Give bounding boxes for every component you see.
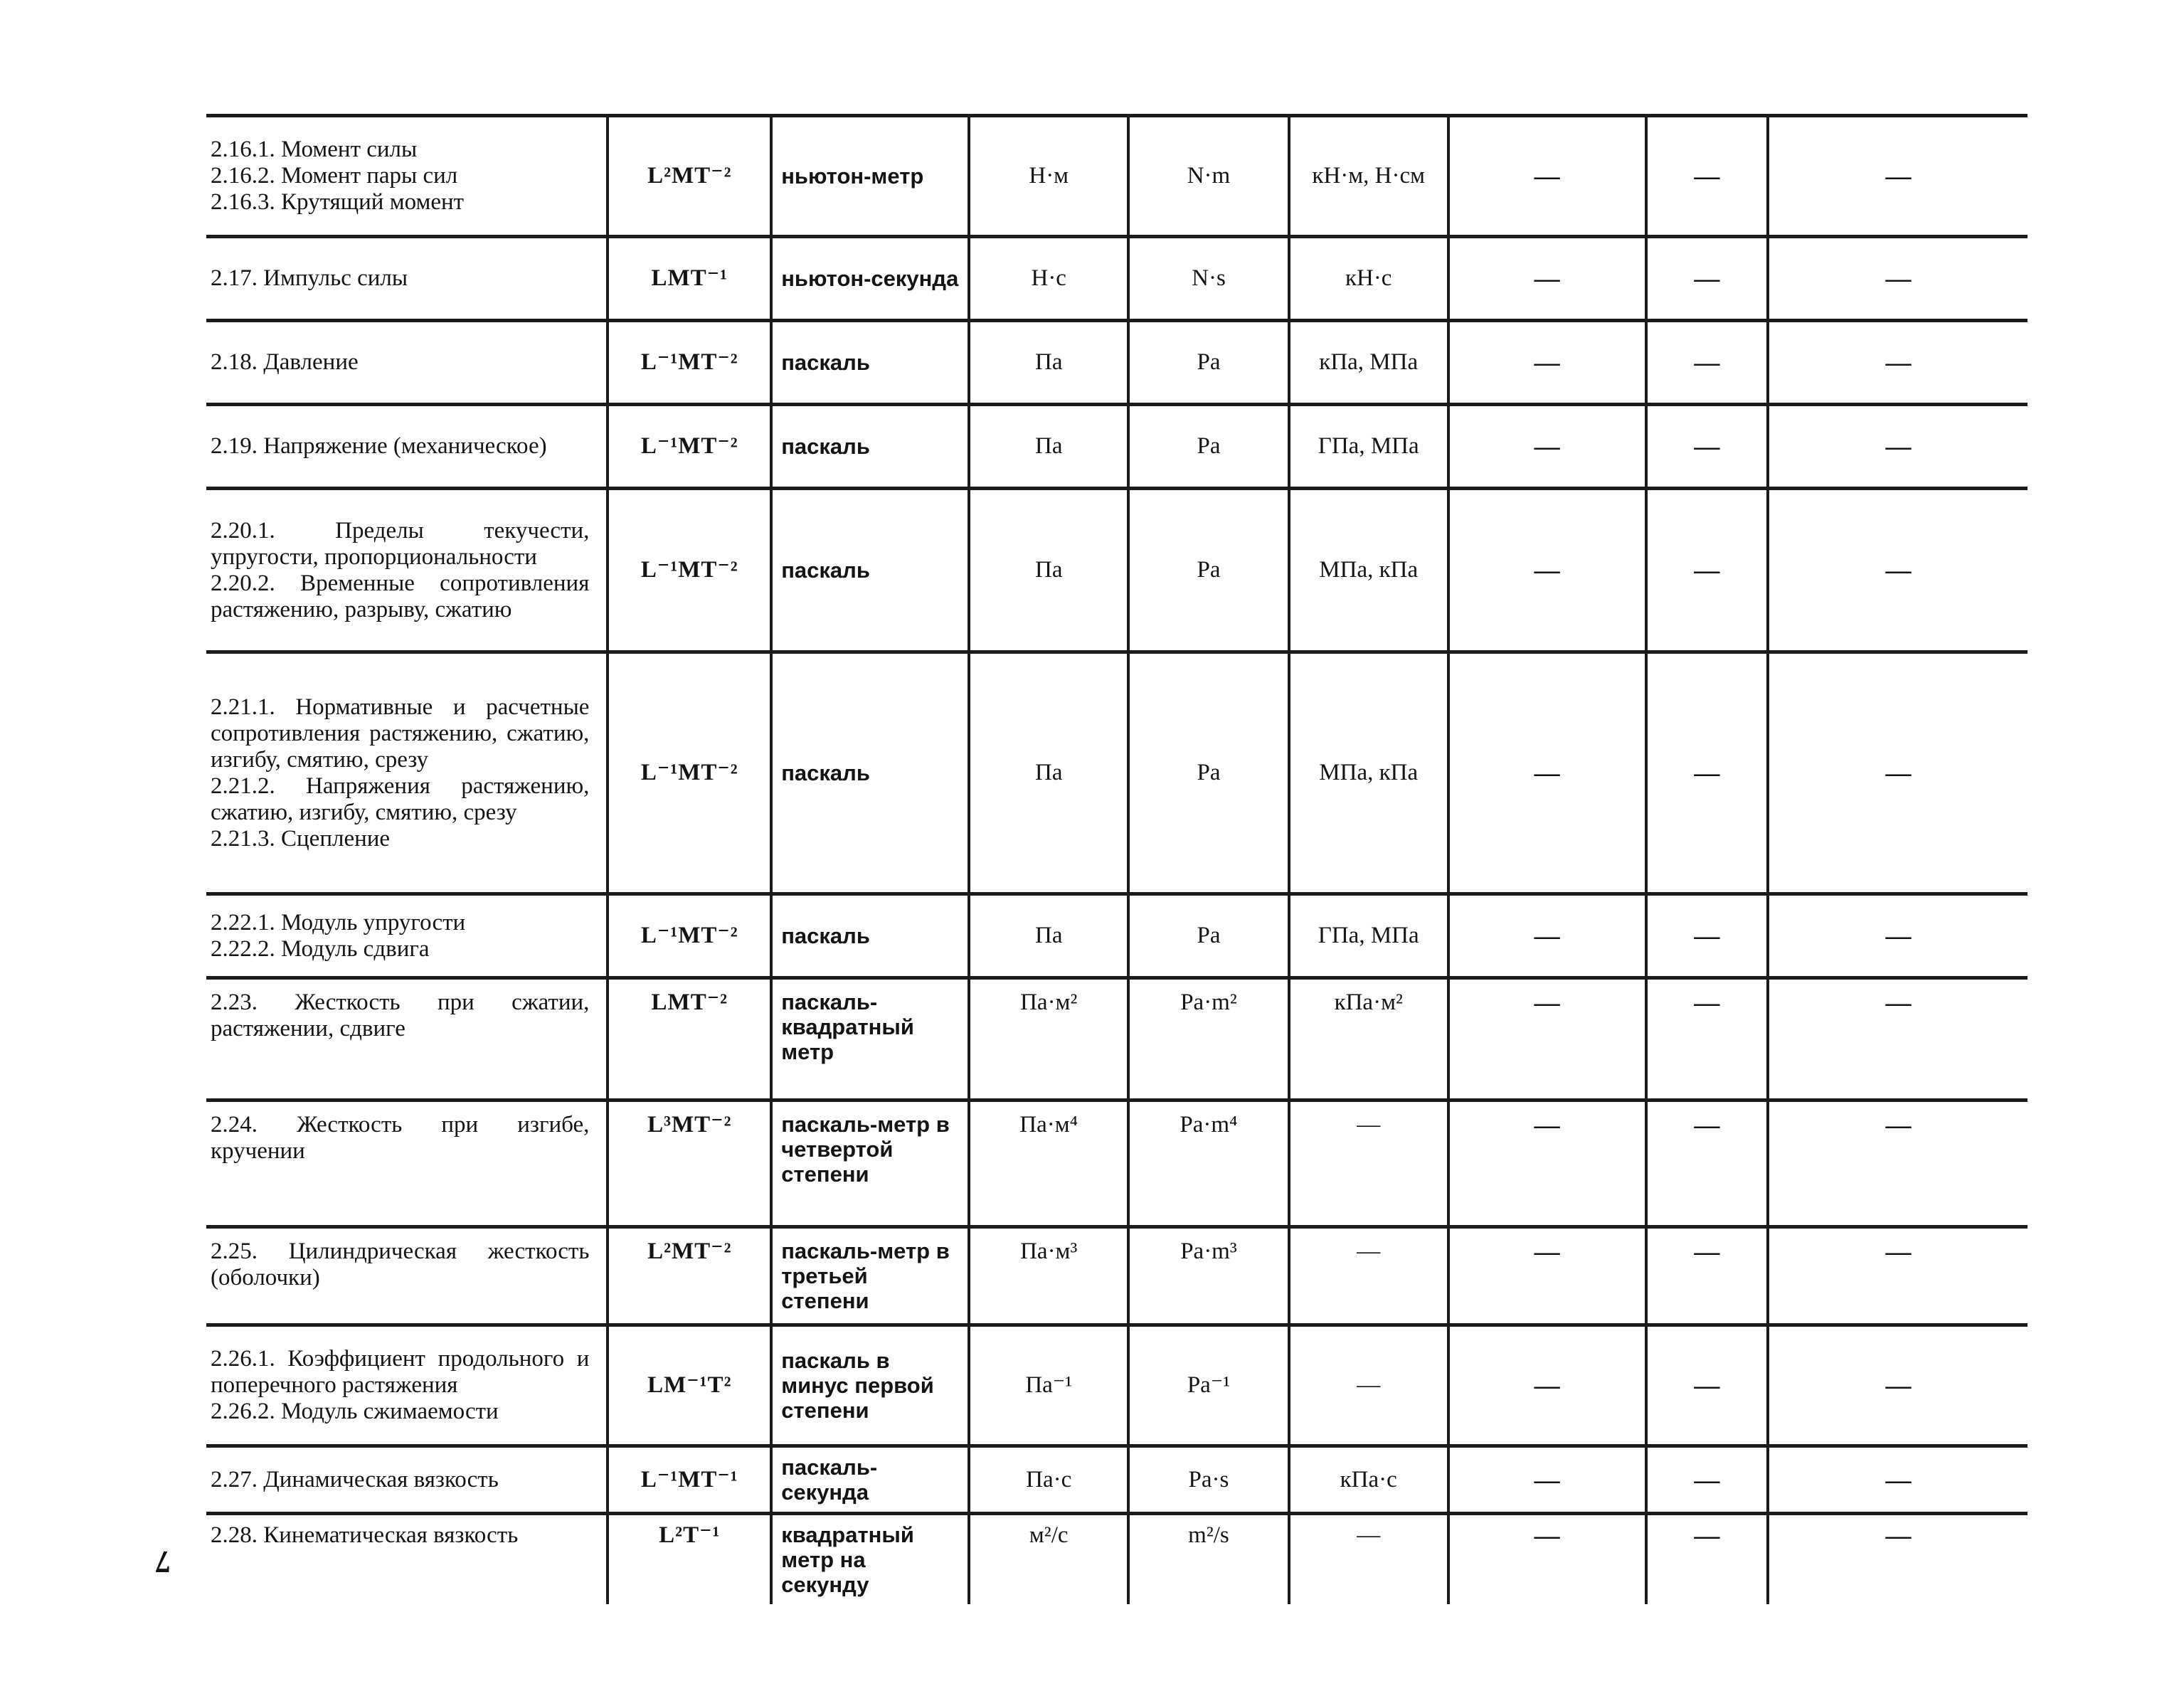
- table-row: [206, 1101, 2027, 1227]
- quantity-line: 2.25. Цилиндрическая жесткость (оболочки): [211, 1239, 590, 1290]
- page-number: 7: [155, 1544, 171, 1579]
- quantity-line: 2.28. Кинематическая вязкость: [211, 1522, 519, 1548]
- symbol-int-cell: Pa: [1128, 652, 1289, 894]
- unit-name-cell: паскаль в минус первой степени: [771, 1325, 969, 1446]
- quantity-line: 2.17. Импульс силы: [211, 265, 408, 291]
- symbol-int-cell: Pa⁻¹: [1128, 1325, 1289, 1446]
- extra-cell-9: —: [1768, 489, 2027, 652]
- extra-cell-9: —: [1768, 321, 2027, 405]
- symbol-ru-cell: Па·м³: [969, 1227, 1128, 1325]
- quantity-cell: [206, 489, 608, 652]
- extra-cell-8: —: [1646, 489, 1768, 652]
- quantity-line: 2.21.2. Напряжения растяжению, сжатию, изгибу, смятию, срезу: [211, 773, 590, 825]
- extra-cell-9: —: [1768, 1446, 2027, 1514]
- extra-cell-7: —: [1448, 489, 1646, 652]
- quantity-line: 2.18. Давление: [211, 349, 359, 375]
- quantity-line: 2.27. Динамическая вязкость: [211, 1466, 499, 1492]
- symbol-ru-cell: Па: [969, 489, 1128, 652]
- extra-cell-7: —: [1448, 237, 1646, 321]
- multiples-cell: кН·м, Н·см: [1289, 116, 1448, 237]
- extra-cell-8: —: [1646, 1514, 1768, 1605]
- quantity-line: 2.16.2. Момент пары сил: [211, 163, 458, 189]
- extra-cell-7: —: [1448, 1101, 1646, 1227]
- symbol-ru-cell: м²/с: [969, 1514, 1128, 1605]
- multiples-cell: —: [1289, 1514, 1448, 1605]
- quantity-line: 2.19. Напряжение (механическое): [211, 433, 547, 459]
- quantity-line: 2.22.1. Модуль упругости: [211, 909, 466, 935]
- multiples-cell: —: [1289, 1101, 1448, 1227]
- symbol-ru-cell: Па·м⁴: [969, 1101, 1128, 1227]
- extra-cell-9: —: [1768, 652, 2027, 894]
- extra-cell-8: —: [1646, 321, 1768, 405]
- extra-cell-9: —: [1768, 1325, 2027, 1446]
- table-body: [206, 116, 2027, 1605]
- extra-cell-7: —: [1448, 321, 1646, 405]
- quantity-line: 2.21.1. Нормативные и расчетные сопротивления растяжению, сжатию, изгибу, смятию, срезу: [211, 694, 590, 773]
- quantity-cell: [206, 237, 608, 321]
- extra-cell-8: —: [1646, 652, 1768, 894]
- symbol-int-cell: Pa·s: [1128, 1446, 1289, 1514]
- extra-cell-9: —: [1768, 405, 2027, 489]
- extra-cell-7: —: [1448, 1514, 1646, 1605]
- extra-cell-9: —: [1768, 978, 2027, 1101]
- quantity-cell: [206, 1101, 608, 1227]
- table-row: [206, 894, 2027, 978]
- quantity-line: 2.24. Жесткость при изгибе, кручении: [211, 1112, 590, 1164]
- extra-cell-8: —: [1646, 1325, 1768, 1446]
- symbol-ru-cell: Н·м: [969, 116, 1128, 237]
- symbol-int-cell: Pa: [1128, 405, 1289, 489]
- extra-cell-8: —: [1646, 894, 1768, 978]
- table-row: [206, 489, 2027, 652]
- symbol-ru-cell: Па·м²: [969, 978, 1128, 1101]
- multiples-cell: кПа, МПа: [1289, 321, 1448, 405]
- multiples-cell: —: [1289, 1325, 1448, 1446]
- symbol-int-cell: Pa: [1128, 489, 1289, 652]
- table-row: [206, 1514, 2027, 1605]
- extra-cell-7: —: [1448, 405, 1646, 489]
- extra-cell-8: —: [1646, 1446, 1768, 1514]
- symbol-ru-cell: Па: [969, 405, 1128, 489]
- quantity-cell: [206, 894, 608, 978]
- unit-name-cell: ньютон-секунда: [771, 237, 969, 321]
- unit-name-cell: паскаль: [771, 652, 969, 894]
- symbol-ru-cell: Па·с: [969, 1446, 1128, 1514]
- table-row: [206, 1227, 2027, 1325]
- unit-name-cell: паскаль-секунда: [771, 1446, 969, 1514]
- table-row: [206, 405, 2027, 489]
- dimension-cell: L⁻¹MT⁻²: [608, 652, 771, 894]
- unit-name-cell: паскаль-квадратный метр: [771, 978, 969, 1101]
- dimension-cell: L⁻¹MT⁻²: [608, 405, 771, 489]
- dimension-cell: L⁻¹MT⁻²: [608, 489, 771, 652]
- extra-cell-8: —: [1646, 978, 1768, 1101]
- symbol-ru-cell: Па: [969, 652, 1128, 894]
- table-row: [206, 321, 2027, 405]
- dimension-cell: LMT⁻¹: [608, 237, 771, 321]
- extra-cell-7: —: [1448, 894, 1646, 978]
- extra-cell-8: —: [1646, 405, 1768, 489]
- quantity-cell: [206, 1227, 608, 1325]
- dimension-cell: L³MT⁻²: [608, 1101, 771, 1227]
- dimension-cell: L⁻¹MT⁻¹: [608, 1446, 771, 1514]
- unit-name-cell: паскаль: [771, 489, 969, 652]
- symbol-ru-cell: Па: [969, 321, 1128, 405]
- symbol-ru-cell: Па⁻¹: [969, 1325, 1128, 1446]
- symbol-ru-cell: Па: [969, 894, 1128, 978]
- extra-cell-9: —: [1768, 1514, 2027, 1605]
- table-row: [206, 978, 2027, 1101]
- quantity-cell: [206, 978, 608, 1101]
- unit-name-cell: квадратный метр на секунду: [771, 1514, 969, 1605]
- units-table: [206, 114, 2027, 1604]
- table-row: [206, 652, 2027, 894]
- quantity-line: 2.21.3. Сцепление: [211, 825, 391, 852]
- dimension-cell: L²T⁻¹: [608, 1514, 771, 1605]
- extra-cell-8: —: [1646, 237, 1768, 321]
- quantity-line: 2.20.2. Временные сопротивления растяжению, разрыву, сжатию: [211, 570, 590, 622]
- symbol-int-cell: Pa·m⁴: [1128, 1101, 1289, 1227]
- table-row: [206, 116, 2027, 237]
- multiples-cell: МПа, кПа: [1289, 652, 1448, 894]
- dimension-cell: LM⁻¹T²: [608, 1325, 771, 1446]
- quantity-cell: [206, 116, 608, 237]
- multiples-cell: кПа·с: [1289, 1446, 1448, 1514]
- quantity-line: 2.26.2. Модуль сжимаемости: [211, 1399, 499, 1424]
- multiples-cell: —: [1289, 1227, 1448, 1325]
- extra-cell-9: —: [1768, 1227, 2027, 1325]
- multiples-cell: кПа·м²: [1289, 978, 1448, 1101]
- multiples-cell: ГПа, МПа: [1289, 894, 1448, 978]
- extra-cell-7: —: [1448, 1325, 1646, 1446]
- extra-cell-8: —: [1646, 1101, 1768, 1227]
- symbol-ru-cell: Н·с: [969, 237, 1128, 321]
- extra-cell-7: —: [1448, 652, 1646, 894]
- table-row: [206, 1446, 2027, 1514]
- symbol-int-cell: Pa·m³: [1128, 1227, 1289, 1325]
- symbol-int-cell: N·m: [1128, 116, 1289, 237]
- quantity-line: 2.26.1. Коэффициент продольного и поперечного растяжения: [211, 1346, 590, 1398]
- symbol-int-cell: Pa: [1128, 894, 1289, 978]
- unit-name-cell: ньютон-метр: [771, 116, 969, 237]
- dimension-cell: L²MT⁻²: [608, 1227, 771, 1325]
- quantity-cell: [206, 1325, 608, 1446]
- quantity-line: 2.20.1. Пределы текучести, упругости, пропорциональности: [211, 517, 590, 570]
- unit-name-cell: паскаль-метр в третьей степени: [771, 1227, 969, 1325]
- multiples-cell: МПа, кПа: [1289, 489, 1448, 652]
- extra-cell-9: —: [1768, 894, 2027, 978]
- quantity-cell: [206, 1514, 608, 1605]
- symbol-int-cell: Pa: [1128, 321, 1289, 405]
- symbol-int-cell: Pa·m²: [1128, 978, 1289, 1101]
- extra-cell-7: —: [1448, 1227, 1646, 1325]
- extra-cell-9: —: [1768, 237, 2027, 321]
- unit-name-cell: паскаль: [771, 321, 969, 405]
- extra-cell-7: —: [1448, 1446, 1646, 1514]
- multiples-cell: кН·с: [1289, 237, 1448, 321]
- quantity-cell: [206, 652, 608, 894]
- extra-cell-9: —: [1768, 116, 2027, 237]
- extra-cell-7: —: [1448, 116, 1646, 237]
- dimension-cell: L²MT⁻²: [608, 116, 771, 237]
- quantity-cell: [206, 321, 608, 405]
- extra-cell-8: —: [1646, 116, 1768, 237]
- extra-cell-7: —: [1448, 978, 1646, 1101]
- quantity-line: 2.23. Жесткость при сжатии, растяжении, сдвиге: [211, 990, 590, 1041]
- extra-cell-8: —: [1646, 1227, 1768, 1325]
- dimension-cell: L⁻¹MT⁻²: [608, 894, 771, 978]
- unit-name-cell: паскаль: [771, 405, 969, 489]
- multiples-cell: ГПа, МПа: [1289, 405, 1448, 489]
- dimension-cell: L⁻¹MT⁻²: [608, 321, 771, 405]
- quantity-line: 2.16.1. Момент силы: [211, 137, 418, 162]
- unit-name-cell: паскаль: [771, 894, 969, 978]
- table-row: [206, 237, 2027, 321]
- table-row: [206, 1325, 2027, 1446]
- quantity-cell: [206, 405, 608, 489]
- symbol-int-cell: N·s: [1128, 237, 1289, 321]
- extra-cell-9: —: [1768, 1101, 2027, 1227]
- quantity-line: 2.22.2. Модуль сдвига: [211, 935, 430, 962]
- symbol-int-cell: m²/s: [1128, 1514, 1289, 1605]
- quantity-line: 2.16.3. Крутящий момент: [211, 189, 465, 215]
- quantity-cell: [206, 1446, 608, 1514]
- unit-name-cell: паскаль-метр в четвертой степени: [771, 1101, 969, 1227]
- dimension-cell: LMT⁻²: [608, 978, 771, 1101]
